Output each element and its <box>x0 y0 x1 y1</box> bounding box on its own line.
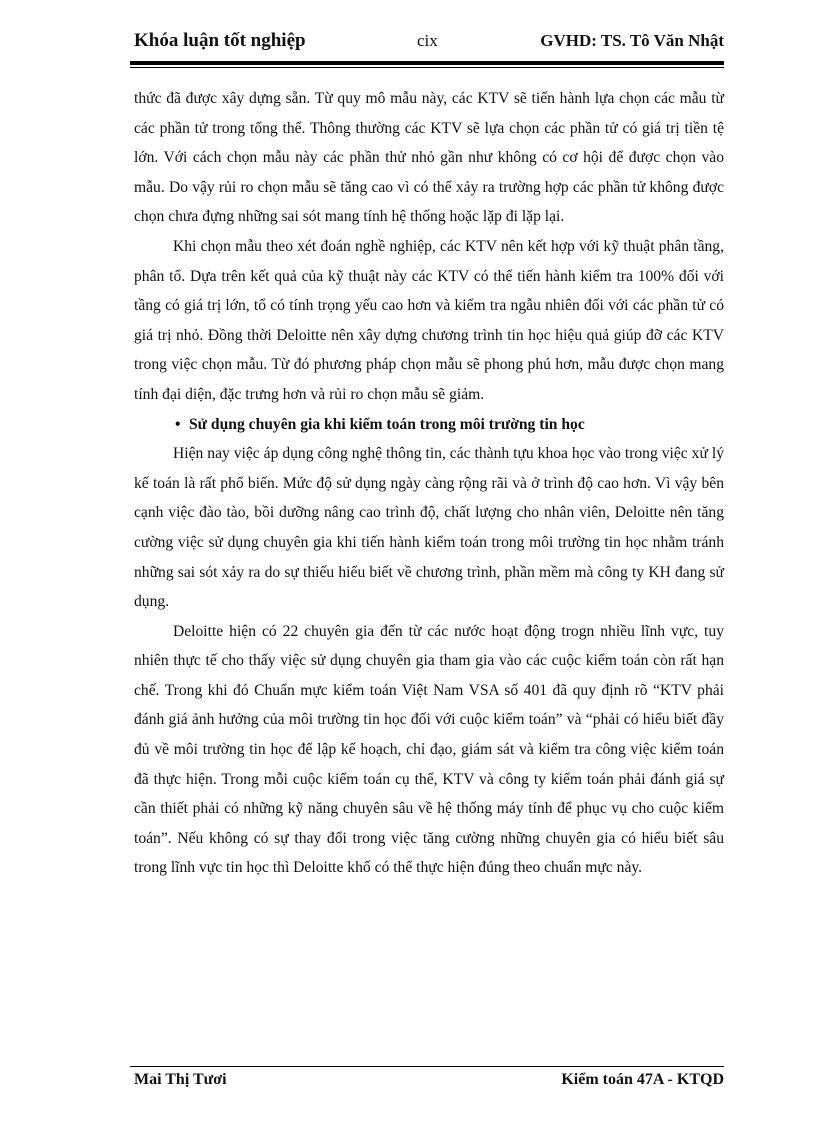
page-number: cix <box>417 31 438 50</box>
paragraph-1: thức đã được xây dựng sẵn. Từ quy mô mẫu này, các KTV sẽ tiến hành lựa chọn các mẫu từ các phần tử trong tổng thể. Thông thường các KTV sẽ lựa chọn các phần tử có giá trị tiền tệ lớn. Với cách chọn mẫu này các phần thử nhỏ gần như không có cơ hội để được chọn vào mẫu. Do vậy rủi ro chọn mẫu sẽ tăng cao vì có thể xảy ra trường hợp các phần tử không được chọn chưa đựng những sai sót mang tính hệ thống hoặc lặp đi lặp lại. <box>134 90 724 226</box>
class-name: Kiểm toán 47A - KTQD <box>561 1071 724 1088</box>
author-name: Mai Thị Tươi <box>134 1071 227 1088</box>
page-header <box>134 30 724 58</box>
thesis-title: Khóa luận tốt nghiệp <box>134 30 306 51</box>
supervisor: GVHD: TS. Tô Văn Nhật <box>540 31 724 50</box>
bullet-icon: • <box>175 415 181 433</box>
header-divider <box>130 61 724 68</box>
footer-divider <box>130 1066 724 1067</box>
section-heading-text: Sử dụng chuyên gia khi kiểm toán trong môi trường tin học <box>189 415 585 433</box>
page-footer <box>134 1071 724 1095</box>
paragraph-4: Deloitte hiện có 22 chuyên gia đến từ các nước hoạt động trogn nhiều lĩnh vực, tuy nhiên thực tế cho thấy việc sử dụng chuyên gia tham gia vào các cuộc kiểm toán còn rất hạn chế. Trong khi đó Chuẩn mực kiểm toán Việt Nam VSA số 401 đã quy định rõ “KTV phải đánh giá ảnh hưởng của môi trường tin học đối với cuộc kiểm toán” và “phải có hiểu biết đầy đủ về môi trường tin học để lập kế hoạch, chỉ đạo, giám sát và kiểm tra công việc kiểm toán đã thực hiện. Trong mỗi cuộc kiểm toán cụ thể, KTV và công ty kiểm toán phải đánh giá sự cần thiết phải có những kỹ năng chuyên sâu về hệ thống máy tính để phục vụ cho cuộc kiểm toán”. Nếu không có sự thay đổi trong việc tăng cường những chuyên gia có hiểu biết sâu trong lĩnh vực tin học thì Deloitte khố có thể thực hiện đúng theo chuẩn mực này. <box>134 622 724 877</box>
page-body <box>134 84 724 883</box>
section-heading <box>134 410 724 440</box>
paragraph-3: Hiện nay việc áp dụng công nghệ thông tin, các thành tựu khoa học vào trong việc xử lý kế toán là rất phổ biến. Mức độ sử dụng ngày càng rộng rãi và ở trình độ cao hơn. Vì vậy bên cạnh việc đào tào, bồi dưỡng nâng cao trình độ, chất lượng cho nhân viên, Deloitte nên tăng cường việc sử dụng chuyên gia khi tiến hành kiểm toán trong môi trường tin học nhằm tránh những sai sót xảy ra do sự thiếu hiểu biết về chương trình, phần mềm mà công ty KH đang sử dụng. <box>134 445 724 611</box>
paragraph-2: Khi chọn mẫu theo xét đoán nghề nghiệp, các KTV nên kết hợp với kỹ thuật phân tầng, phân tổ. Dựa trên kết quả của kỹ thuật này các KTV có thể tiến hành kiểm tra 100% đối với tầng có giá trị lớn, tổ có tính trọng yếu cao hơn và kiểm tra ngẫu nhiên đối với các phần tử có giá trị nhỏ. Đồng thời Deloitte nên xây dựng chương trình tin học hiệu quả giúp đỡ các KTV trong việc chọn mẫu. Từ đó phương pháp chọn mẫu sẽ phong phú hơn, mẫu được chọn mang tính đại diện, đặc trưng hơn và rủi ro chọn mẫu sẽ giảm. <box>134 237 724 403</box>
